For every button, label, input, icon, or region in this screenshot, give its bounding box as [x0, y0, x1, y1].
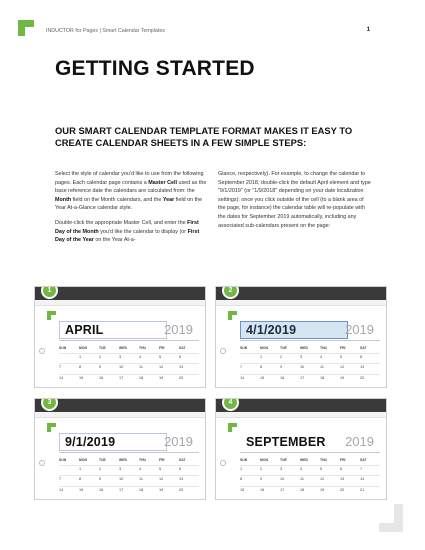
corner-mark-icon [47, 311, 56, 320]
day-cell: 10 [300, 365, 305, 369]
panel-ruler [216, 412, 386, 418]
panel-ruler [216, 300, 386, 306]
day-cell: 17 [280, 488, 285, 492]
day-cell: 20 [340, 488, 345, 492]
day-cell: 15 [79, 488, 84, 492]
step-panel-2 [215, 286, 387, 388]
calendar-week-row [59, 465, 199, 475]
day-cell: 4 [139, 355, 142, 359]
body-column-right [218, 170, 372, 236]
paragraph-example: Glance, respectively). For example, to change the calendar to September 2018, double-click the default April element and type "9/1/2019" (or "1/9/2018" depending on your date localization settings): once you click outside of the cell (to a blank area of the page, for instance) the calendar table will re-populate with the dates for September 2019 automatically, including any associated sub-calendars present on the page: [218, 171, 371, 229]
day-cell: 10 [119, 477, 124, 481]
panel-ruler [35, 300, 205, 306]
calendar-week-row [240, 374, 380, 384]
weekday-label: WED [300, 458, 308, 462]
weekday-label: WED [300, 346, 308, 350]
weekday-label: SAT [179, 346, 186, 350]
day-cell: 10 [119, 365, 124, 369]
weekday-label: THU [139, 346, 146, 350]
weekday-label: MON [260, 458, 268, 462]
day-cell: 17 [119, 488, 124, 492]
weekday-label: FRI [340, 458, 346, 462]
corner-page-mark-icon [379, 504, 403, 532]
row-handle-icon [39, 460, 45, 466]
step-panel-4 [215, 398, 387, 500]
weekday-label: SAT [360, 458, 367, 462]
day-cell: 1 [79, 467, 82, 471]
row-handle-icon [220, 460, 226, 466]
page-title: GETTING STARTED [55, 57, 255, 80]
day-cell: 6 [360, 355, 363, 359]
weekday-label: MON [79, 346, 87, 350]
day-cell: 8 [79, 365, 82, 369]
paragraph-select-style: Select the style of calendar you'd like to use from the following pages. Each calendar page contains a Master Cell used as the base reference date the calendars are calculated from: the Month field on the Month calendars, and the Year field on the Year At-a-Glance calendar style. [55, 171, 207, 212]
calendar-week-row [240, 353, 380, 363]
weekday-label: THU [320, 346, 327, 350]
section-subhead: OUR SMART CALENDAR TEMPLATE FORMAT MAKES IT EASY TO CREATE CALENDAR SHEETS IN A FEW SIMPLE STEPS: [55, 125, 353, 148]
master-cell-value[interactable]: SEPTEMBER [246, 435, 326, 449]
panel-ruler [35, 412, 205, 418]
year-label: 2019 [164, 322, 193, 337]
weekday-label: SUN [59, 458, 67, 462]
day-cell: 15 [240, 488, 245, 492]
row-handle-icon [220, 348, 226, 354]
day-cell: 16 [260, 488, 265, 492]
calendar-week-row [59, 353, 199, 363]
day-cell: 5 [320, 467, 323, 471]
day-cell: 11 [139, 365, 143, 369]
day-cell: 11 [300, 477, 304, 481]
day-cell [59, 354, 79, 363]
day-cell: 20 [179, 488, 184, 492]
weekday-label: SAT [179, 458, 186, 462]
day-cell: 17 [300, 376, 305, 380]
step-badge: 3 [41, 398, 58, 411]
day-cell: 15 [79, 376, 84, 380]
calendar-week-row [240, 475, 380, 486]
day-cell [240, 354, 260, 363]
day-cell: 2 [280, 355, 283, 359]
day-cell: 16 [99, 376, 104, 380]
day-cell: 13 [179, 365, 184, 369]
day-cell: 1 [260, 355, 263, 359]
weekday-header [240, 346, 380, 350]
weekday-label: WED [119, 458, 127, 462]
master-cell-value[interactable]: 9/1/2019 [65, 435, 116, 449]
weekday-label: MON [260, 346, 268, 350]
day-cell: 19 [159, 488, 164, 492]
day-cell: 18 [139, 488, 144, 492]
weekday-label: TUE [280, 346, 287, 350]
day-cell: 14 [59, 376, 64, 380]
weekday-label: SUN [59, 346, 67, 350]
panel-toolbar [216, 399, 386, 412]
weekday-label: MON [79, 458, 87, 462]
day-cell: 10 [280, 477, 285, 481]
day-cell: 18 [320, 376, 325, 380]
day-cell: 8 [260, 365, 263, 369]
master-cell-value[interactable]: 4/1/2019 [246, 323, 297, 337]
day-cell: 18 [139, 376, 144, 380]
day-cell: 21 [360, 488, 365, 492]
day-cell: 4 [320, 355, 323, 359]
day-cell: 3 [300, 355, 303, 359]
day-cell: 8 [240, 477, 243, 481]
day-cell: 14 [360, 477, 365, 481]
weekday-label: THU [139, 458, 146, 462]
header-divider [59, 340, 199, 341]
day-cell: 11 [139, 477, 143, 481]
header-divider [240, 340, 380, 341]
day-cell: 6 [340, 467, 343, 471]
weekday-label: SUN [240, 458, 248, 462]
master-cell-value[interactable]: APRIL [65, 323, 104, 337]
corner-mark-icon [47, 423, 56, 432]
day-cell: 16 [280, 376, 285, 380]
weekday-header [240, 458, 380, 462]
panel-toolbar [216, 287, 386, 300]
day-cell: 9 [99, 477, 102, 481]
row-handle-icon [39, 348, 45, 354]
step-panel-1 [34, 286, 206, 388]
calendar-week-row [240, 363, 380, 374]
day-cell: 3 [119, 355, 122, 359]
day-cell: 5 [340, 355, 343, 359]
day-cell: 15 [260, 376, 265, 380]
day-cell: 4 [139, 467, 142, 471]
day-cell: 17 [119, 376, 124, 380]
day-cell: 5 [159, 355, 162, 359]
day-cell: 18 [300, 488, 305, 492]
step-badge: 4 [222, 398, 239, 411]
day-cell: 6 [179, 467, 182, 471]
step-badge: 2 [222, 286, 239, 299]
day-cell: 12 [159, 477, 164, 481]
day-cell: 2 [99, 467, 102, 471]
calendar-week-row [240, 465, 380, 475]
weekday-label: FRI [159, 458, 165, 462]
day-cell: 12 [159, 365, 164, 369]
day-cell: 14 [59, 488, 64, 492]
year-label: 2019 [345, 434, 374, 449]
day-cell: 20 [179, 376, 184, 380]
weekday-header [59, 346, 199, 350]
day-cell: 16 [99, 488, 104, 492]
day-cell: 19 [340, 376, 345, 380]
day-cell: 3 [119, 467, 122, 471]
day-cell: 7 [59, 365, 62, 369]
paragraph-double-click: Double-click the appropriate Master Cell, and enter the First Day of the Month you'd like the calendar to display (or First Day of the Year on the Year At-a- [55, 219, 200, 244]
day-cell: 9 [260, 477, 263, 481]
day-cell: 2 [260, 467, 263, 471]
day-cell: 4 [300, 467, 303, 471]
day-cell: 1 [240, 467, 243, 471]
panel-toolbar [35, 287, 205, 300]
header-divider [59, 452, 199, 453]
day-cell: 12 [340, 365, 345, 369]
weekday-label: TUE [99, 458, 106, 462]
day-cell: 9 [99, 365, 102, 369]
weekday-label: THU [320, 458, 327, 462]
day-cell: 7 [360, 467, 363, 471]
panel-toolbar [35, 399, 205, 412]
day-cell: 9 [280, 365, 283, 369]
day-cell: 11 [320, 365, 324, 369]
day-cell: 12 [320, 477, 325, 481]
weekday-label: SUN [240, 346, 248, 350]
weekday-label: SAT [360, 346, 367, 350]
step-badge: 1 [41, 286, 58, 299]
year-label: 2019 [345, 322, 374, 337]
day-cell: 13 [360, 365, 365, 369]
day-cell [59, 466, 79, 475]
day-cell: 6 [179, 355, 182, 359]
step-panel-3 [34, 398, 206, 500]
weekday-label: FRI [159, 346, 165, 350]
calendar-week-row [240, 486, 380, 496]
day-cell: 7 [59, 477, 62, 481]
year-label: 2019 [164, 434, 193, 449]
day-cell: 7 [240, 365, 243, 369]
day-cell: 5 [159, 467, 162, 471]
corner-mark-icon [228, 311, 237, 320]
weekday-header [59, 458, 199, 462]
day-cell: 14 [240, 376, 245, 380]
page-number: 1 [366, 27, 370, 33]
day-cell: 13 [340, 477, 345, 481]
day-cell: 20 [360, 376, 365, 380]
calendar-week-row [59, 374, 199, 384]
day-cell: 13 [179, 477, 184, 481]
corner-mark-icon [228, 423, 237, 432]
day-cell: 19 [320, 488, 325, 492]
day-cell: 19 [159, 376, 164, 380]
day-cell: 8 [79, 477, 82, 481]
weekday-label: TUE [280, 458, 287, 462]
weekday-label: WED [119, 346, 127, 350]
calendar-week-row [59, 363, 199, 374]
day-cell: 1 [79, 355, 82, 359]
weekday-label: FRI [340, 346, 346, 350]
calendar-week-row [59, 486, 199, 496]
weekday-label: TUE [99, 346, 106, 350]
day-cell: 2 [99, 355, 102, 359]
day-cell: 3 [280, 467, 283, 471]
header-divider [240, 452, 380, 453]
body-column-left [55, 170, 209, 251]
running-head: INDUCTOR for Pages | Smart Calendar Templates [46, 28, 165, 34]
corner-brand-mark-icon [18, 20, 34, 36]
calendar-week-row [59, 475, 199, 486]
